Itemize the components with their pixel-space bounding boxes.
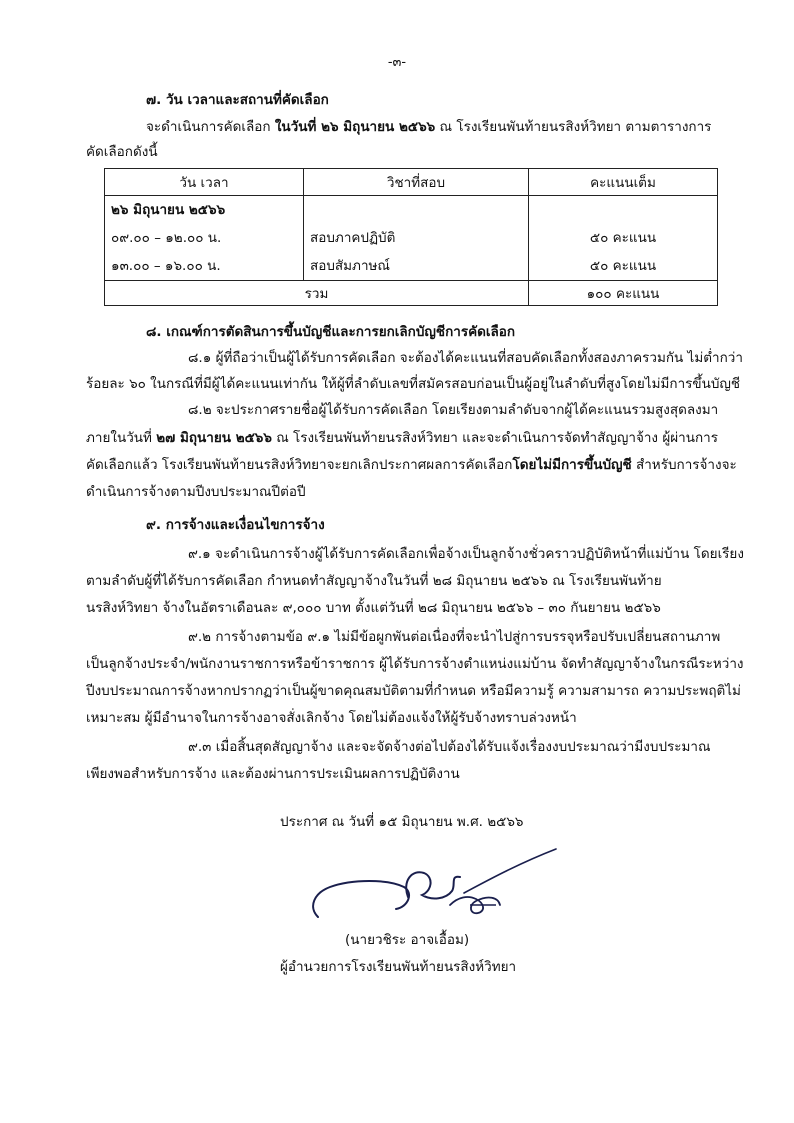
section-9-heading: ๙. การจ้างและเงื่อนไขการจ้าง bbox=[146, 517, 325, 533]
table-header-row bbox=[105, 169, 718, 196]
exam-day: ๒๖ มิถุนายน ๒๕๖๖ bbox=[111, 202, 226, 218]
section-7-paragraph-line-1 bbox=[146, 117, 711, 137]
subject-1: สอบภาคปฏิบัติ bbox=[310, 230, 396, 246]
text: ณ โรงเรียนพันท้ายนรสิงห์วิทยา ตามตารางการ bbox=[435, 119, 712, 135]
exam-date: ในวันที่ ๒๖ มิถุนายน ๒๕๖๖ bbox=[274, 119, 436, 135]
section-9-line: เหมาะสม ผู้มีอำนาจในการจ้างอาจสั่งเลิกจ้าง โดยไม่ต้องแจ้งให้ผู้รับจ้างทราบล่วงหน้า bbox=[86, 710, 577, 726]
section-9-line: ๙.๑ จะดำเนินการจ้างผู้ได้รับการคัดเลือกเพื่อจ้างเป็นลูกจ้างชั่วคราวปฏิบัติหน้าที่แม่บ้าน โดยเรียง bbox=[188, 546, 744, 562]
section-7-heading: ๗. วัน เวลาและสถานที่คัดเลือก bbox=[146, 92, 329, 108]
section-8-heading: ๘. เกณฑ์การตัดสินการขึ้นบัญชีและการยกเลิกบัญชีการคัดเลือก bbox=[146, 324, 516, 340]
table-total-row bbox=[105, 281, 718, 306]
time-slot-1: ๐๙.๐๐ – ๑๒.๐๐ น. bbox=[111, 230, 222, 246]
section-9-line: เพียงพอสำหรับการจ้าง และต้องผ่านการประเมินผลการปฏิบัติงาน bbox=[86, 766, 460, 782]
section-8-line bbox=[86, 428, 718, 448]
announcement-date: ประกาศ ณ วันที่ ๑๕ มิถุนายน พ.ศ. ๒๕๖๖ bbox=[280, 814, 524, 830]
section-9-line: ตามลำดับผู้ที่ได้รับการคัดเลือก กำหนดทำสัญญาจ้างในวันที่ ๒๘ มิถุนายน ๒๕๖๖ ณ โรงเรียนพันท้าย bbox=[86, 573, 662, 589]
time-slot-2: ๑๓.๐๐ – ๑๖.๐๐ น. bbox=[111, 258, 221, 274]
section-8-line: ๘.๑ ผู้ที่ถือว่าเป็นผู้ได้รับการคัดเลือก จะต้องได้คะแนนที่สอบคัดเลือกทั้งสองภาครวมกัน ไม่ต่ำกว่า bbox=[188, 350, 743, 366]
header-subject: วิชาที่สอบ bbox=[304, 169, 529, 196]
no-list-note: โดยไม่มีการขึ้นบัญชี bbox=[512, 457, 632, 473]
header-date-time: วัน เวลา bbox=[105, 169, 304, 196]
page-number: -๓- bbox=[387, 55, 407, 70]
text: ภายในวันที่ bbox=[86, 430, 157, 446]
section-9-line: ๙.๒ การจ้างตามข้อ ๙.๑ ไม่มีข้อผูกพันต่อเนื่องที่จะนำไปสู่การบรรจุหรือปรับเปลี่ยนสถานภาพ bbox=[188, 629, 721, 645]
text: ณ โรงเรียนพันท้ายนรสิงห์วิทยา และจะดำเนินการจัดทำสัญญาจ้าง ผู้ผ่านการ bbox=[271, 430, 718, 446]
signature-image bbox=[300, 845, 570, 925]
score-1: ๕๐ คะแนน bbox=[589, 230, 657, 246]
total-score: ๑๐๐ คะแนน bbox=[529, 281, 718, 306]
score-cell bbox=[529, 196, 718, 281]
text: สำหรับการจ้างจะ bbox=[631, 457, 737, 473]
table-row bbox=[105, 196, 718, 281]
signer-title: ผู้อำนวยการโรงเรียนพันท้ายนรสิงห์วิทยา bbox=[280, 959, 517, 975]
score-2: ๕๐ คะแนน bbox=[589, 258, 657, 274]
section-8-line bbox=[86, 455, 737, 475]
header-full-score: คะแนนเต็ม bbox=[529, 169, 718, 196]
section-8-line: ๘.๒ จะประกาศรายชื่อผู้ได้รับการคัดเลือก โดยเรียงตามลำดับจากผู้ได้คะแนนรวมสูงสุดลงมา bbox=[188, 402, 719, 418]
subject-cell bbox=[304, 196, 529, 281]
total-label: รวม bbox=[105, 281, 529, 306]
text: คัดเลือกแล้ว โรงเรียนพันท้ายนรสิงห์วิทยาจะยกเลิกประกาศผลการคัดเลือก bbox=[86, 457, 513, 473]
announce-date: ๒๗ มิถุนายน ๒๕๖๖ bbox=[156, 430, 272, 446]
section-7-paragraph-line-2: คัดเลือกดังนี้ bbox=[86, 144, 158, 160]
section-8-line: ดำเนินการจ้างตามปีงบประมาณปีต่อปี bbox=[86, 484, 306, 500]
section-8-line: ร้อยละ ๖๐ ในกรณีที่มีผู้ได้คะแนนเท่ากัน ให้ผู้ที่ลำดับเลขที่สมัครสอบก่อนเป็นผู้อยู่ในลำดับที่สูงโดยไม่มีการขึ้นบัญชี bbox=[86, 376, 741, 392]
subject-2: สอบสัมภาษณ์ bbox=[310, 258, 390, 274]
exam-schedule-table bbox=[104, 168, 718, 306]
section-9-line: ๙.๓ เมื่อสิ้นสุดสัญญาจ้าง และจะจัดจ้างต่อไปต้องได้รับแจ้งเรื่องงบประมาณว่ามีงบประมาณ bbox=[188, 739, 711, 755]
section-9-line: ปีงบประมาณการจ้างหากปรากฏว่าเป็นผู้ขาดคุณสมบัติตามที่กำหนด หรือมีความรู้ ความสามารถ ความประพฤติไม่ bbox=[86, 683, 741, 699]
signer-name: (นายวชิระ อาจเอื้อม) bbox=[345, 932, 470, 948]
date-time-cell bbox=[105, 196, 304, 281]
section-9-line: เป็นลูกจ้างประจำ/พนักงานราชการหรือข้าราชการ ผู้ได้รับการจ้างตำแหน่งแม่บ้าน จัดทำสัญญาจ้างในกรณีระหว่าง bbox=[86, 656, 744, 672]
section-9-line: นรสิงห์วิทยา จ้างในอัตราเดือนละ ๙,๐๐๐ บาท ตั้งแต่วันที่ ๒๘ มิถุนายน ๒๕๖๖ – ๓๐ กันยายน ๒๕๖๖ bbox=[86, 600, 661, 616]
text: จะดำเนินการคัดเลือก bbox=[146, 119, 275, 135]
